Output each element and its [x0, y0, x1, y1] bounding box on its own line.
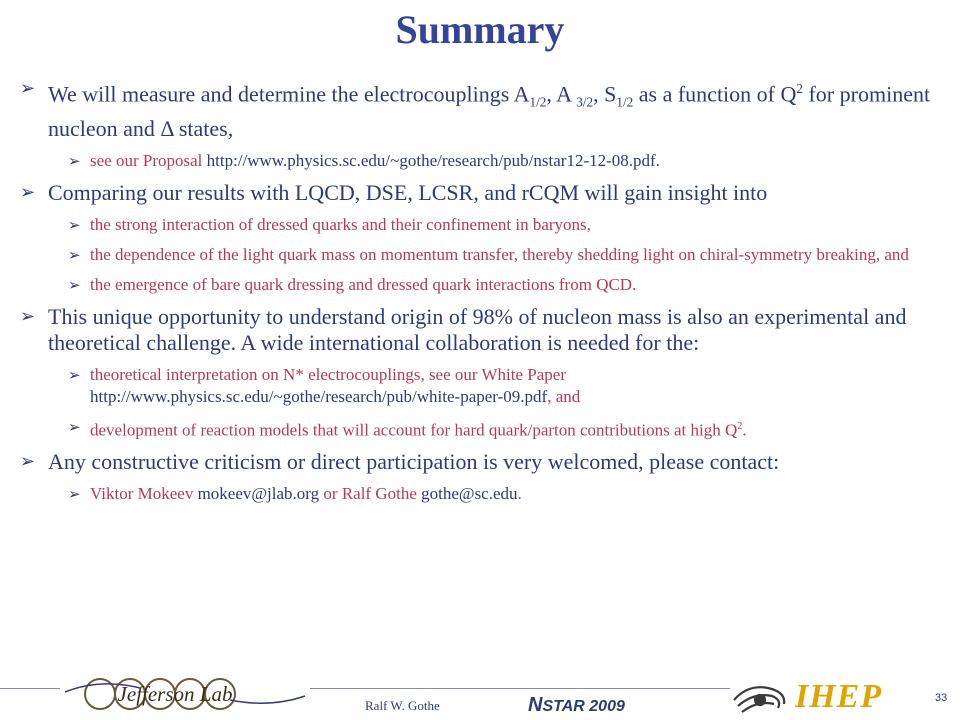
- sub-bullet-strong-interaction: [20, 214, 940, 236]
- subscript: 3/2: [576, 94, 594, 110]
- white-paper-link[interactable]: http://www.physics.sc.edu/~gothe/research/pub/white-paper-09.pdf: [90, 386, 548, 406]
- sub-bullet-text: the dependence of the light quark mass on momentum transfer, thereby shedding light on chiral-symmetry breaking, and: [90, 244, 909, 264]
- jefferson-lab-logo: [60, 672, 310, 718]
- footer-divider: [310, 688, 730, 689]
- bullet-text: , S: [593, 81, 617, 107]
- bullet-opportunity: [20, 304, 940, 356]
- jlab-logo-text: Jefferson Lab: [117, 682, 233, 706]
- ihep-swirl-logo: [728, 678, 792, 718]
- ihep-wordmark: IHEP: [795, 678, 883, 715]
- bullet-comparing: [20, 180, 940, 206]
- sub-bullet-text: the strong interaction of dressed quarks and their confinement in baryons,: [90, 214, 591, 234]
- arrow-bullet-icon: ➢: [20, 451, 36, 473]
- bullet-text: for prominent nucleon and Δ states,: [48, 81, 931, 141]
- sub-bullet-proposal: [20, 150, 940, 172]
- gothe-email-link[interactable]: gothe@sc.edu: [421, 484, 518, 504]
- superscript: 2: [737, 420, 743, 432]
- bullet-text: Any constructive criticism or direct participation is very welcomed, please contact:: [48, 449, 780, 475]
- bullet-text: This unique opportunity to understand origin of 98% of nucleon mass is also an experimental and theoretical challenge. A wide international collaboration is needed for the:: [48, 303, 907, 355]
- sub-bullet-text: , and: [547, 386, 581, 406]
- arrow-bullet-icon: ➢: [68, 365, 81, 384]
- bullet-text: , A: [546, 81, 577, 107]
- contact-name: Viktor Mokeev: [90, 484, 198, 504]
- arrow-bullet-icon: ➢: [68, 245, 81, 264]
- conference-name: NSTAR 2009: [528, 694, 625, 716]
- sub-bullet-contacts: [20, 483, 940, 505]
- arrow-bullet-icon: ➢: [68, 215, 81, 234]
- mokeev-email-link[interactable]: mokeev@jlab.org: [197, 484, 320, 504]
- sub-bullet-text: .: [517, 484, 522, 504]
- page-number: 33: [935, 692, 948, 704]
- bullet-electrocouplings: [20, 76, 940, 142]
- sub-bullet-text: see our Proposal: [90, 150, 207, 170]
- presenter-name: Ralf W. Gothe: [365, 698, 440, 713]
- sub-bullet-text: .: [742, 420, 747, 440]
- slide-title: Summary: [395, 7, 565, 52]
- sub-bullet-text: the emergence of bare quark dressing and dressed quark interactions from QCD.: [90, 274, 637, 294]
- proposal-link[interactable]: http://www.physics.sc.edu/~gothe/research/pub/nstar12-12-08.pdf.: [206, 150, 660, 170]
- sub-bullet-emergence: [20, 274, 940, 296]
- sub-bullet-white-paper: [20, 364, 940, 408]
- slide-content: [20, 76, 940, 513]
- arrow-bullet-icon: ➢: [20, 78, 36, 99]
- sub-bullet-text: theoretical interpretation on N* electrocouplings, see our White Paper: [90, 364, 566, 384]
- contact-name: or Ralf Gothe: [319, 484, 422, 504]
- bullet-text: We will measure and determine the electrocouplings A: [48, 81, 530, 107]
- bullet-contact: [20, 449, 940, 475]
- bullet-text: as a function of Q: [633, 81, 797, 107]
- sub-bullet-quark-mass: [20, 244, 940, 266]
- arrow-bullet-icon: ➢: [68, 485, 81, 504]
- arrow-bullet-icon: ➢: [20, 305, 36, 327]
- subscript: 1/2: [529, 94, 547, 110]
- sub-bullet-text: development of reaction models that will account for hard quark/parton contributions at high Q: [90, 420, 738, 440]
- bullet-text: Comparing our results with LQCD, DSE, LCSR, and rCQM will gain insight into: [48, 179, 768, 205]
- superscript: 2: [796, 81, 803, 96]
- arrow-bullet-icon: ➢: [68, 275, 81, 294]
- sub-bullet-reaction-models: [20, 416, 940, 442]
- arrow-bullet-icon: ➢: [68, 417, 81, 436]
- slide-footer: [0, 672, 960, 720]
- arrow-bullet-icon: ➢: [20, 181, 36, 203]
- subscript: 1/2: [616, 94, 634, 110]
- footer-divider: [0, 688, 60, 689]
- arrow-bullet-icon: ➢: [68, 151, 81, 170]
